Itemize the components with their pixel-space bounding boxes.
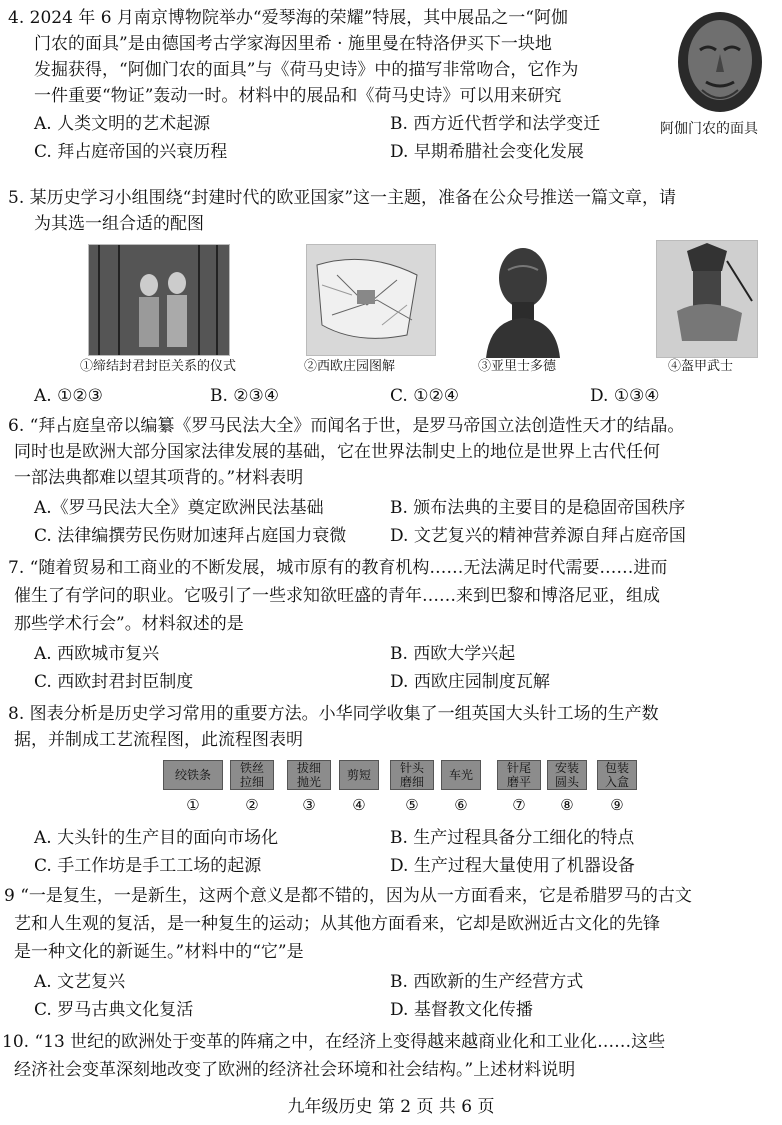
option-d: D. 生产过程大量使用了机器设备 xyxy=(390,856,635,876)
manor-diagram-image xyxy=(306,244,436,356)
option-d: D. 文艺复兴的精神营养源自拜占庭帝国 xyxy=(390,526,686,546)
process-step-box: 针尾 磨平 xyxy=(497,760,541,790)
image-caption-2: ②西欧庄园图解 xyxy=(304,359,396,374)
process-step-box: 针头 磨细 xyxy=(390,760,434,790)
process-step-box: 剪短 xyxy=(339,760,379,790)
option-b: B. 西欧新的生产经营方式 xyxy=(390,972,584,992)
image-caption-1: ①缔结封君封臣关系的仪式 xyxy=(80,359,237,374)
option-d: D. 西欧庄园制度瓦解 xyxy=(390,672,550,692)
option-b: B. 生产过程具备分工细化的特点 xyxy=(390,828,635,848)
option-b: B. 颁布法典的主要目的是稳固帝国秩序 xyxy=(390,498,686,518)
process-step-box: 安装 圆头 xyxy=(547,760,587,790)
option-c: C. 手工作坊是手工工场的起源 xyxy=(34,856,262,876)
process-step-number: ⑨ xyxy=(610,796,624,814)
question-6-line: 同时也是欧洲大部分国家法律发展的基础，它在世界法制史上的地位是世界上古代任何 xyxy=(14,442,660,462)
image-caption-4: ④盔甲武士 xyxy=(668,359,734,374)
option-c: C. 罗马古典文化复活 xyxy=(34,1000,194,1020)
process-step-number: ⑧ xyxy=(560,796,574,814)
option-a: A.《罗马民法大全》奠定欧洲民法基础 xyxy=(34,498,324,518)
question-4-line: 4. 2024 年 6 月南京博物院举办“爱琴海的荣耀”特展，其中展品之一“阿伽 xyxy=(8,8,568,28)
option-a: A. 人类文明的艺术起源 xyxy=(34,114,211,134)
question-8-line: 8. 图表分析是历史学习常用的重要方法。小华同学收集了一组英国大头针工场的生产数 xyxy=(8,704,659,724)
question-10-line: 10. “13 世纪的欧洲处于变革的阵痛之中，在经济上变得越来越商业化和工业化……这些 xyxy=(2,1032,666,1052)
option-c: C. 法律编撰劳民伤财加速拜占庭国力衰微 xyxy=(34,526,347,546)
option-a: A. 西欧城市复兴 xyxy=(34,644,160,664)
question-7-line: 催生了有学问的职业。它吸引了一些求知欲旺盛的青年……来到巴黎和博洛尼亚，组成 xyxy=(14,586,660,606)
question-7-line: 那些学术行会”。材料叙述的是 xyxy=(14,614,244,634)
option-c: C. 西欧封君封臣制度 xyxy=(34,672,194,692)
question-4-line: 一件重要“物证”轰动一时。材料中的展品和《荷马史诗》可以用来研究 xyxy=(34,86,562,106)
process-step-number: ⑥ xyxy=(454,796,468,814)
option-d: D. 早期希腊社会变化发展 xyxy=(390,142,584,162)
option-a: A. 文艺复兴 xyxy=(34,972,126,992)
question-10-line: 经济社会变革深刻地改变了欧洲的经济社会环境和社会结构。”上述材料说明 xyxy=(14,1060,576,1080)
process-step-box: 包装 入盒 xyxy=(597,760,637,790)
question-5-line: 5. 某历史学习小组围绕“封建时代的欧亚国家”这一主题，准备在公众号推送一篇文章，请 xyxy=(8,188,677,208)
question-9-line: 9 “一是复生，一是新生，这两个意义是都不错的，因为从一方面看来，它是希腊罗马的古文 xyxy=(4,886,692,906)
question-9-line: 是一种文化的新诞生。”材料中的“它”是 xyxy=(14,942,304,962)
option-a: A. 大头针的生产目的面向市场化 xyxy=(34,828,279,848)
mask-caption: 阿伽门农的面具 xyxy=(660,121,758,137)
aristotle-bust-image xyxy=(478,240,568,358)
process-step-box: 铁丝 拉细 xyxy=(230,760,274,790)
option-c: C. 拜占庭帝国的兴衰历程 xyxy=(34,142,228,162)
option-b: B. 西方近代哲学和法学变迁 xyxy=(390,114,601,134)
option-a: A. ①②③ xyxy=(34,386,103,406)
question-9-line: 艺和人生观的复活，是一种复生的运动；从其他方面看来，它却是欧洲近古文化的先锋 xyxy=(14,914,660,934)
option-d: D. 基督教文化传播 xyxy=(390,1000,533,1020)
process-step-number: ① xyxy=(186,796,200,814)
question-7-line: 7. “随着贸易和工商业的不断发展，城市原有的教育机构……无法满足时代需要……进而 xyxy=(8,558,668,578)
question-4-line: 发掘获得，“阿伽门农的面具”与《荷马史诗》中的描写非常吻合，它作为 xyxy=(34,60,579,80)
armored-warrior-image xyxy=(656,240,758,358)
process-step-box: 绞铁条 xyxy=(163,760,223,790)
question-5-line: 为其选一组合适的配图 xyxy=(34,214,204,234)
image-caption-3: ③亚里士多德 xyxy=(478,359,557,374)
process-step-number: ④ xyxy=(352,796,366,814)
process-step-number: ② xyxy=(245,796,259,814)
question-6-line: 6. “拜占庭皇帝以编纂《罗马民法大全》而闻名于世，是罗马帝国立法创造性天才的结晶。 xyxy=(8,416,685,436)
page-footer: 九年级历史 第 2 页 共 6 页 xyxy=(287,1097,495,1117)
ritual-image xyxy=(88,244,230,356)
process-step-number: ⑦ xyxy=(512,796,526,814)
option-b: B. ②③④ xyxy=(210,386,280,406)
question-8-line: 据，并制成工艺流程图，此流程图表明 xyxy=(14,730,303,750)
option-b: B. 西欧大学兴起 xyxy=(390,644,516,664)
option-c: C. ①②④ xyxy=(390,386,459,406)
mask-image xyxy=(672,10,768,114)
question-4-line: 门农的面具”是由德国考古学家海因里希 · 施里曼在特洛伊买下一块地 xyxy=(34,34,552,54)
option-d: D. ①③④ xyxy=(590,386,660,406)
process-step-number: ⑤ xyxy=(405,796,419,814)
process-step-box: 车光 xyxy=(441,760,481,790)
process-step-box: 拔细 抛光 xyxy=(287,760,331,790)
process-step-number: ③ xyxy=(302,796,316,814)
question-6-line: 一部法典都难以望其项背的。”材料表明 xyxy=(14,468,304,488)
